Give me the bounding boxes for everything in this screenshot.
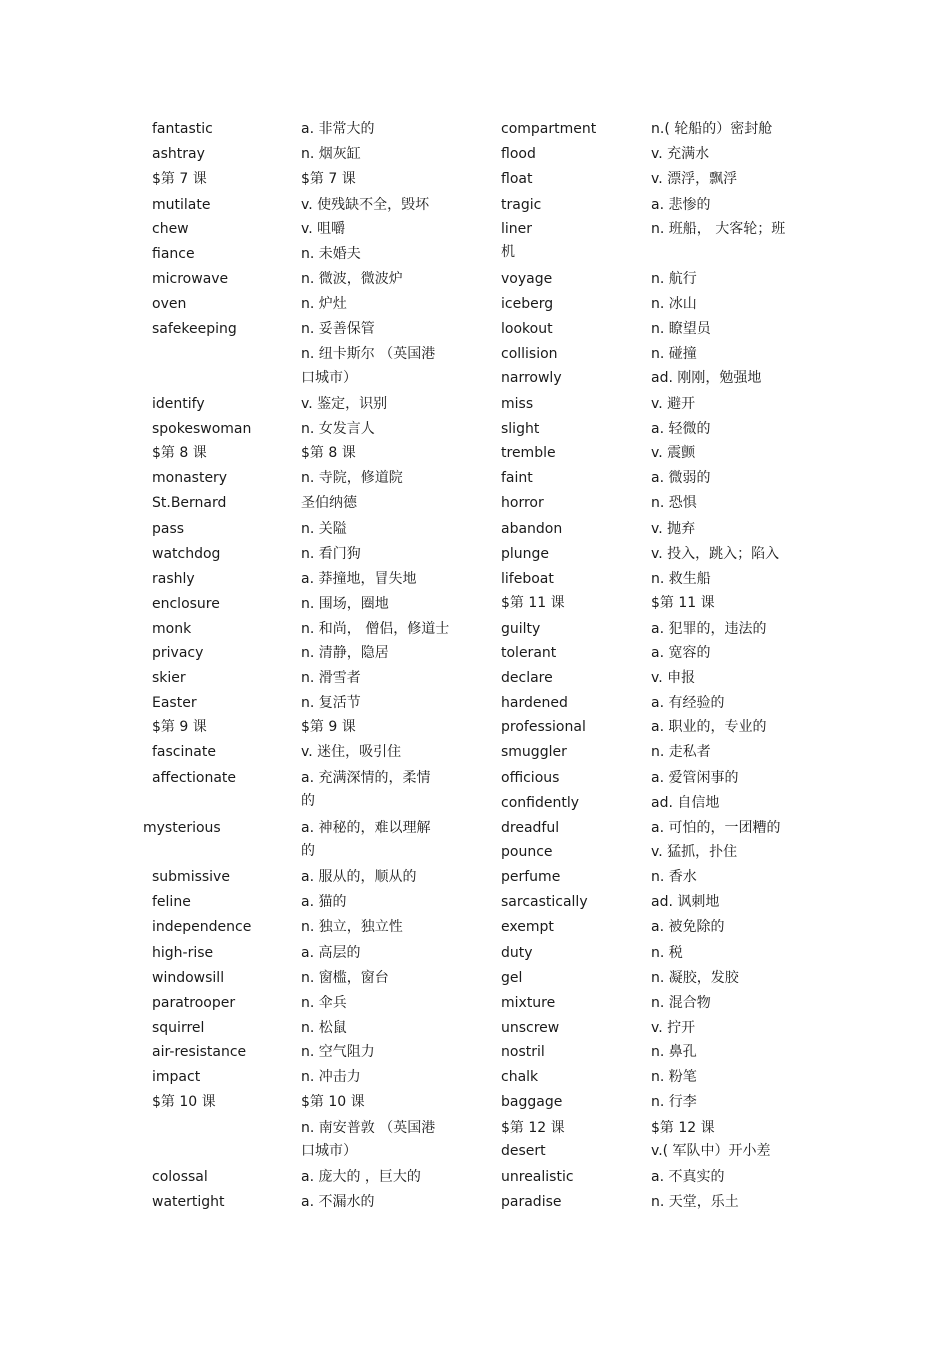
- vocab-definition: a. 不真实的: [651, 1169, 725, 1185]
- vocab-definition: $第 12 课: [651, 1120, 715, 1136]
- vocab-word: oven: [152, 296, 187, 312]
- vocab-definition: n. 粉笔: [651, 1069, 697, 1085]
- vocab-word: ashtray: [152, 146, 205, 162]
- vocab-definition: n. 伞兵: [301, 995, 347, 1011]
- vocab-definition: v. 咀嚼: [301, 221, 346, 237]
- vocab-definition: ad. 讽刺地: [651, 894, 720, 910]
- vocab-word: squirrel: [152, 1020, 205, 1036]
- vocab-definition: v. 漂浮，飘浮: [651, 171, 738, 187]
- vocab-definition: n. 寺院，修道院: [301, 470, 403, 486]
- vocab-word: independence: [152, 919, 252, 935]
- vocab-word: unrealistic: [501, 1169, 574, 1185]
- vocab-word: paradise: [501, 1194, 562, 1210]
- vocab-word: baggage: [501, 1094, 563, 1110]
- vocab-word: sarcastically: [501, 894, 588, 910]
- vocab-word: miss: [501, 396, 534, 412]
- vocab-definition: a. 宽容的: [651, 645, 711, 661]
- vocab-definition: n. 关隘: [301, 521, 347, 537]
- vocab-definition: v. 投入，跳入；陷入: [651, 546, 780, 562]
- vocab-definition: n. 恐惧: [651, 495, 697, 511]
- vocab-definition: a. 职业的，专业的: [651, 719, 767, 735]
- vocab-definition: n. 窗槛，窗台: [301, 970, 389, 986]
- vocab-word: abandon: [501, 521, 563, 537]
- vocab-word: mixture: [501, 995, 556, 1011]
- vocab-word: submissive: [152, 869, 230, 885]
- vocab-definition: v. 申报: [651, 670, 696, 686]
- vocab-definition: n. 微波，微波炉: [301, 271, 403, 287]
- vocab-definition: $第 7 课: [301, 171, 356, 187]
- vocab-word: mutilate: [152, 197, 211, 213]
- vocab-definition: $第 9 课: [301, 719, 356, 735]
- vocab-word: monk: [152, 621, 192, 637]
- vocab-definition: n. 空气阻力: [301, 1044, 375, 1060]
- vocab-word: air-resistance: [152, 1044, 247, 1060]
- vocab-definition: a. 非常大的: [301, 121, 375, 137]
- vocab-word: $第 10 课: [152, 1094, 216, 1110]
- vocab-definition: v.( 军队中）开小差: [651, 1143, 771, 1159]
- vocab-definition: 圣伯纳德: [301, 495, 357, 511]
- vocab-word: safekeeping: [152, 321, 237, 337]
- vocab-word: iceberg: [501, 296, 554, 312]
- vocab-word: 机: [501, 244, 515, 260]
- vocab-definition: n. 烟灰缸: [301, 146, 361, 162]
- vocab-word: $第 8 课: [152, 445, 207, 461]
- vocab-word: dreadful: [501, 820, 560, 836]
- vocab-definition: 的: [301, 843, 315, 859]
- vocab-word: colossal: [152, 1169, 208, 1185]
- vocab-definition: v. 抛弃: [651, 521, 696, 537]
- vocab-word: watchdog: [152, 546, 221, 562]
- vocab-definition: n. 看门狗: [301, 546, 361, 562]
- vocab-definition: a. 充满深情的，柔情: [301, 770, 431, 786]
- vocab-word: feline: [152, 894, 191, 910]
- vocab-definition: n. 航行: [651, 271, 697, 287]
- vocab-definition: a. 莽撞地，冒失地: [301, 571, 417, 587]
- vocab-word: rashly: [152, 571, 195, 587]
- vocab-word: unscrew: [501, 1020, 560, 1036]
- vocab-definition: v. 猛抓，扑住: [651, 844, 738, 860]
- vocab-definition: n. 纽卡斯尔 （英国港: [301, 346, 436, 362]
- vocab-definition: a. 爱管闲事的: [651, 770, 739, 786]
- vocab-definition: 口城市）: [301, 1143, 357, 1159]
- vocab-word: gel: [501, 970, 523, 986]
- vocab-definition: n. 冲击力: [301, 1069, 361, 1085]
- vocab-word: desert: [501, 1143, 546, 1159]
- vocab-word: watertight: [152, 1194, 225, 1210]
- vocab-word: pounce: [501, 844, 553, 860]
- vocab-word: chalk: [501, 1069, 539, 1085]
- vocab-definition: a. 猫的: [301, 894, 347, 910]
- vocab-word: spokeswoman: [152, 421, 252, 437]
- vocab-word: impact: [152, 1069, 201, 1085]
- vocab-definition: v. 充满水: [651, 146, 710, 162]
- vocab-definition: n. 凝胶，发胶: [651, 970, 739, 986]
- vocab-definition: n. 行李: [651, 1094, 697, 1110]
- vocab-word: voyage: [501, 271, 553, 287]
- vocab-definition: n. 走私者: [651, 744, 711, 760]
- vocab-word: fiance: [152, 246, 195, 262]
- vocab-definition: n. 独立，独立性: [301, 919, 403, 935]
- vocab-word: duty: [501, 945, 533, 961]
- vocab-word: officious: [501, 770, 560, 786]
- vocab-word: faint: [501, 470, 533, 486]
- vocab-definition: $第 11 课: [651, 595, 715, 611]
- vocab-word: $第 11 课: [501, 595, 565, 611]
- vocab-definition: n. 清静，隐居: [301, 645, 389, 661]
- vocab-definition: n. 和尚， 僧侣，修道士: [301, 621, 450, 637]
- vocab-definition: n. 天堂，乐土: [651, 1194, 739, 1210]
- vocab-definition: v. 震颤: [651, 445, 696, 461]
- vocab-definition: n. 女发言人: [301, 421, 375, 437]
- vocab-word: compartment: [501, 121, 597, 137]
- vocab-definition: a. 神秘的，难以理解: [301, 820, 431, 836]
- vocab-word: skier: [152, 670, 186, 686]
- vocab-word: fantastic: [152, 121, 213, 137]
- vocab-word: professional: [501, 719, 586, 735]
- vocab-definition: $第 10 课: [301, 1094, 365, 1110]
- vocab-definition: n. 香水: [651, 869, 697, 885]
- vocab-word: $第 12 课: [501, 1120, 565, 1136]
- vocab-word: perfume: [501, 869, 561, 885]
- vocab-definition: n. 南安普敦 （英国港: [301, 1120, 436, 1136]
- vocab-definition: a. 庞大的 ，巨大的: [301, 1169, 421, 1185]
- vocab-word: mysterious: [143, 820, 221, 836]
- vocab-word: float: [501, 171, 533, 187]
- vocab-definition: 的: [301, 793, 315, 809]
- vocab-word: affectionate: [152, 770, 237, 786]
- vocab-word: hardened: [501, 695, 568, 711]
- vocab-definition: a. 被免除的: [651, 919, 725, 935]
- vocab-definition: a. 不漏水的: [301, 1194, 375, 1210]
- vocab-definition: n. 冰山: [651, 296, 697, 312]
- vocab-word: fascinate: [152, 744, 216, 760]
- vocab-word: lifeboat: [501, 571, 554, 587]
- vocab-word: declare: [501, 670, 553, 686]
- vocab-word: pass: [152, 521, 185, 537]
- vocab-word: privacy: [152, 645, 204, 661]
- vocab-word: tragic: [501, 197, 542, 213]
- vocab-definition: n. 复活节: [301, 695, 361, 711]
- vocab-word: tremble: [501, 445, 556, 461]
- vocab-definition: ad. 刚刚，勉强地: [651, 370, 762, 386]
- vocab-definition: a. 微弱的: [651, 470, 711, 486]
- vocab-definition: n. 鼻孔: [651, 1044, 697, 1060]
- vocab-definition: ad. 自信地: [651, 795, 720, 811]
- vocab-definition: n. 救生船: [651, 571, 711, 587]
- vocab-word: liner: [501, 221, 533, 237]
- vocab-word: Easter: [152, 695, 197, 711]
- vocab-word: enclosure: [152, 596, 220, 612]
- vocab-word: microwave: [152, 271, 229, 287]
- vocab-word: collision: [501, 346, 558, 362]
- vocab-word: chew: [152, 221, 189, 237]
- vocab-word: St.Bernard: [152, 495, 227, 511]
- vocab-definition: $第 8 课: [301, 445, 356, 461]
- vocab-definition: a. 犯罪的，违法的: [651, 621, 767, 637]
- vocab-word: high-rise: [152, 945, 214, 961]
- vocab-definition: n. 瞭望员: [651, 321, 711, 337]
- vocab-word: plunge: [501, 546, 550, 562]
- vocab-word: exempt: [501, 919, 554, 935]
- vocab-definition: v. 使残缺不全，毁坏: [301, 197, 430, 213]
- vocab-definition: a. 可怕的，一团糟的: [651, 820, 781, 836]
- vocab-definition: v. 避开: [651, 396, 696, 412]
- vocab-word: paratrooper: [152, 995, 236, 1011]
- vocab-definition: n. 炉灶: [301, 296, 347, 312]
- vocab-definition: n. 未婚夫: [301, 246, 361, 262]
- vocab-word: narrowly: [501, 370, 562, 386]
- vocab-definition: n. 松鼠: [301, 1020, 347, 1036]
- vocab-word: tolerant: [501, 645, 557, 661]
- vocab-definition: a. 高层的: [301, 945, 361, 961]
- vocab-definition: n. 混合物: [651, 995, 711, 1011]
- vocab-word: smuggler: [501, 744, 567, 760]
- vocab-word: identify: [152, 396, 205, 412]
- vocab-word: slight: [501, 421, 540, 437]
- vocab-word: windowsill: [152, 970, 225, 986]
- vocab-word: horror: [501, 495, 544, 511]
- vocab-definition: a. 服从的，顺从的: [301, 869, 417, 885]
- vocab-definition: a. 悲惨的: [651, 197, 711, 213]
- vocab-definition: v. 拧开: [651, 1020, 696, 1036]
- vocab-definition: n. 碰撞: [651, 346, 697, 362]
- vocab-definition: n. 班船， 大客轮；班: [651, 221, 786, 237]
- vocab-word: lookout: [501, 321, 553, 337]
- vocab-word: nostril: [501, 1044, 545, 1060]
- vocab-word: guilty: [501, 621, 541, 637]
- vocab-definition: a. 有经验的: [651, 695, 725, 711]
- vocab-word: monastery: [152, 470, 228, 486]
- vocab-word: $第 9 课: [152, 719, 207, 735]
- vocab-word: flood: [501, 146, 536, 162]
- vocab-definition: a. 轻微的: [651, 421, 711, 437]
- vocab-definition: n. 税: [651, 945, 683, 961]
- vocab-definition: n.( 轮船的）密封舱: [651, 121, 773, 137]
- vocab-definition: n. 妥善保管: [301, 321, 375, 337]
- vocab-word: $第 7 课: [152, 171, 207, 187]
- vocab-word: confidently: [501, 795, 579, 811]
- vocab-definition: v. 迷住，吸引住: [301, 744, 402, 760]
- vocab-definition: n. 滑雪者: [301, 670, 361, 686]
- vocab-definition: v. 鉴定，识别: [301, 396, 388, 412]
- vocab-definition: n. 围场，圈地: [301, 596, 389, 612]
- vocab-definition: 口城市）: [301, 370, 357, 386]
